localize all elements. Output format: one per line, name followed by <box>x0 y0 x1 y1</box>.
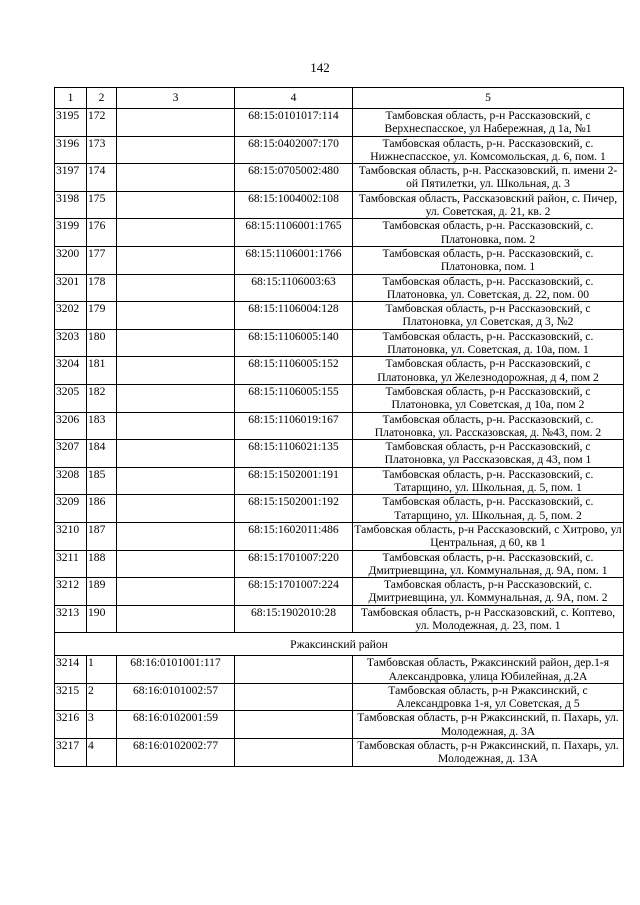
table-row <box>55 578 624 606</box>
cadastral-number-cell: 68:15:0101017:114 <box>235 109 353 137</box>
cadastral-number-cell: 68:15:1602011:486 <box>235 522 353 550</box>
district-index-cell: 182 <box>87 384 117 412</box>
cadastral-number-cell: 68:15:1004002:108 <box>235 191 353 219</box>
address-cell: Тамбовская область, р-н. Рассказовский, с. Платоновка, пом. 1 <box>353 246 624 274</box>
table-row <box>55 550 624 578</box>
column-3-cell: 68:16:0101001:117 <box>117 656 235 684</box>
address-cell: Тамбовская область, р-н. Рассказовский, с. Нижнеспасское, ул. Комсомольская, д. 6, пом. 1 <box>353 136 624 164</box>
district-index-cell: 178 <box>87 274 117 302</box>
address-cell: Тамбовская область, р-н. Рассказовский, с. Платоновка, ул. Советская, д. 10а, пом. 1 <box>353 329 624 357</box>
row-number-cell: 3213 <box>55 605 87 633</box>
table-row <box>55 605 624 633</box>
table-row <box>55 246 624 274</box>
table-row <box>55 522 624 550</box>
cadastral-number-cell: 68:15:1106005:140 <box>235 329 353 357</box>
header-cell: 5 <box>353 88 624 109</box>
cadastral-number-cell <box>235 711 353 739</box>
district-index-cell: 184 <box>87 440 117 468</box>
column-3-cell <box>117 329 235 357</box>
cadastral-number-cell <box>235 739 353 767</box>
column-3-cell <box>117 550 235 578</box>
table-row <box>55 302 624 330</box>
district-index-cell: 188 <box>87 550 117 578</box>
district-index-cell: 179 <box>87 302 117 330</box>
cadastral-number-cell: 68:15:1106005:155 <box>235 384 353 412</box>
row-number-cell: 3198 <box>55 191 87 219</box>
column-3-cell <box>117 164 235 192</box>
address-cell: Тамбовская область, р-н. Рассказовский, с. Татарщино, ул. Школьная, д. 5, пом. 1 <box>353 467 624 495</box>
cadastral-number-cell <box>235 683 353 711</box>
district-index-cell: 181 <box>87 357 117 385</box>
column-3-cell <box>117 384 235 412</box>
table-row <box>55 274 624 302</box>
row-number-cell: 3204 <box>55 357 87 385</box>
table-body-rasskazovsky <box>55 109 624 633</box>
district-index-cell: 172 <box>87 109 117 137</box>
row-number-cell: 3214 <box>55 656 87 684</box>
district-index-cell: 180 <box>87 329 117 357</box>
column-3-cell <box>117 605 235 633</box>
table-row <box>55 136 624 164</box>
cadastral-number-cell: 68:15:1502001:191 <box>235 467 353 495</box>
district-index-cell: 183 <box>87 412 117 440</box>
column-3-cell <box>117 109 235 137</box>
row-number-cell: 3209 <box>55 495 87 523</box>
row-number-cell: 3205 <box>55 384 87 412</box>
column-3-cell <box>117 495 235 523</box>
row-number-cell: 3210 <box>55 522 87 550</box>
district-index-cell: 173 <box>87 136 117 164</box>
table-row <box>55 109 624 137</box>
address-cell: Тамбовская область, р-н Рассказовский, с Платоновка, ул Железнодорожная, д 4, пом 2 <box>353 357 624 385</box>
page-number: 142 <box>310 60 330 75</box>
cadastral-number-cell: 68:15:1106001:1765 <box>235 219 353 247</box>
column-3-cell <box>117 578 235 606</box>
address-cell: Тамбовская область, р-н. Рассказовский, п. имени 2-ой Пятилетки, ул. Школьная, д. 3 <box>353 164 624 192</box>
address-cell: Тамбовская область, р-н. Рассказовский, с. Татарщино, ул. Школьная, д. 5, пом. 2 <box>353 495 624 523</box>
table-row <box>55 711 624 739</box>
table-row <box>55 191 624 219</box>
table-row <box>55 467 624 495</box>
address-cell: Тамбовская область, Рассказовский район, с. Пичер, ул. Советская, д. 21, кв. 2 <box>353 191 624 219</box>
row-number-cell: 3208 <box>55 467 87 495</box>
district-index-cell: 176 <box>87 219 117 247</box>
address-cell: Тамбовская область, р-н. Рассказовский, с. Платоновка, пом. 2 <box>353 219 624 247</box>
column-3-cell <box>117 274 235 302</box>
table-row <box>55 412 624 440</box>
address-cell: Тамбовская область, р-н. Рассказовский, с. Платоновка, ул. Советская, д. 22, пом. 00 <box>353 274 624 302</box>
cadastral-number-cell: 68:15:0402007:170 <box>235 136 353 164</box>
address-cell: Тамбовская область, р-н Рассказовский, с Платоновка, ул Советская, д 10а, пом 2 <box>353 384 624 412</box>
column-3-cell: 68:16:0102002:77 <box>117 739 235 767</box>
section-block <box>55 633 624 656</box>
cadastral-number-cell: 68:15:1701007:220 <box>235 550 353 578</box>
column-3-cell <box>117 246 235 274</box>
table-row <box>55 739 624 767</box>
row-number-cell: 3197 <box>55 164 87 192</box>
section-row <box>55 633 624 656</box>
district-index-cell: 2 <box>87 683 117 711</box>
address-cell: Тамбовская область, р-н. Рассказовский, с. Платоновка, ул. Рассказовская, д. №43, пом. 2 <box>353 412 624 440</box>
column-3-cell <box>117 522 235 550</box>
cadastral-number-cell <box>235 656 353 684</box>
cadastral-number-cell: 68:15:0705002:480 <box>235 164 353 192</box>
address-cell: Тамбовская область, Ржаксинский район, дер.1-я Александровка, улица Юбилейная, д.2А <box>353 656 624 684</box>
district-index-cell: 3 <box>87 711 117 739</box>
district-index-cell: 174 <box>87 164 117 192</box>
district-index-cell: 177 <box>87 246 117 274</box>
cadastral-number-cell: 68:15:1701007:224 <box>235 578 353 606</box>
column-3-cell <box>117 191 235 219</box>
table-row <box>55 219 624 247</box>
row-number-cell: 3202 <box>55 302 87 330</box>
address-cell: Тамбовская область, р-н Рассказовский, с. Дмитриевщина, ул. Коммунальная, д. 9А, пом. 2 <box>353 578 624 606</box>
row-number-cell: 3201 <box>55 274 87 302</box>
column-3-cell: 68:16:0101002:57 <box>117 683 235 711</box>
address-cell: Тамбовская область, р-н Ржаксинский, п. Пахарь, ул. Молодежная, д. 3А <box>353 711 624 739</box>
cadastral-number-cell: 68:15:1902010:28 <box>235 605 353 633</box>
address-cell: Тамбовская область, р-н Рассказовский, с Платоновка, ул Рассказовская, д 43, пом 1 <box>353 440 624 468</box>
row-number-cell: 3212 <box>55 578 87 606</box>
column-3-cell <box>117 412 235 440</box>
cadastral-number-cell: 68:15:1502001:192 <box>235 495 353 523</box>
table-row <box>55 656 624 684</box>
section-title: Ржаксинский район <box>55 633 624 656</box>
header-cell: 3 <box>117 88 235 109</box>
address-cell: Тамбовская область, р-н Рассказовский, с Платоновка, ул Советская, д 3, №2 <box>353 302 624 330</box>
column-3-cell <box>117 136 235 164</box>
table-row <box>55 495 624 523</box>
district-index-cell: 1 <box>87 656 117 684</box>
row-number-cell: 3215 <box>55 683 87 711</box>
header-cell: 4 <box>235 88 353 109</box>
row-number-cell: 3216 <box>55 711 87 739</box>
table-body-rzhaksinsky <box>55 656 624 766</box>
cadastral-number-cell: 68:15:1106003:63 <box>235 274 353 302</box>
row-number-cell: 3195 <box>55 109 87 137</box>
column-3-cell <box>117 219 235 247</box>
header-row <box>55 88 624 109</box>
cadastral-number-cell: 68:15:1106004:128 <box>235 302 353 330</box>
row-number-cell: 3203 <box>55 329 87 357</box>
row-number-cell: 3206 <box>55 412 87 440</box>
address-cell: Тамбовская область, р-н Рассказовский, с Хитрово, ул Центральная, д 60, кв 1 <box>354 522 622 550</box>
table-row <box>55 329 624 357</box>
address-cell: Тамбовская область, р-н Рассказовский, с Верхнеспасское, ул Набережная, д 1а, №1 <box>353 109 624 137</box>
cadastral-number-cell: 68:15:1106005:152 <box>235 357 353 385</box>
table-row <box>55 384 624 412</box>
column-3-cell <box>117 357 235 385</box>
cadastral-number-cell: 68:15:1106019:167 <box>235 412 353 440</box>
district-index-cell: 189 <box>87 578 117 606</box>
district-index-cell: 185 <box>87 467 117 495</box>
address-cell: Тамбовская область, р-н Рассказовский, с. Коптево, ул. Молодежная, д. 23, пом. 1 <box>353 605 624 633</box>
column-3-cell <box>117 302 235 330</box>
table-row <box>55 440 624 468</box>
district-index-cell: 187 <box>87 522 117 550</box>
header-cell: 1 <box>55 88 87 109</box>
row-number-cell: 3207 <box>55 440 87 468</box>
column-3-cell <box>117 467 235 495</box>
table-row <box>55 357 624 385</box>
table-row <box>55 164 624 192</box>
row-number-cell: 3217 <box>55 739 87 767</box>
registry-table <box>54 87 624 767</box>
header-cell: 2 <box>87 88 117 109</box>
district-index-cell: 186 <box>87 495 117 523</box>
column-3-cell: 68:16:0102001:59 <box>117 711 235 739</box>
row-number-cell: 3196 <box>55 136 87 164</box>
address-cell: Тамбовская область, р-н Ржаксинский, п. Пахарь, ул. Молодежная, д. 13А <box>353 739 624 767</box>
district-index-cell: 4 <box>87 739 117 767</box>
cadastral-number-cell: 68:15:1106001:1766 <box>235 246 353 274</box>
row-number-cell: 3199 <box>55 219 87 247</box>
row-number-cell: 3200 <box>55 246 87 274</box>
row-number-cell: 3211 <box>55 550 87 578</box>
district-index-cell: 175 <box>87 191 117 219</box>
table-row <box>55 683 624 711</box>
address-cell: Тамбовская область, р-н Ржаксинский, с Александровка 1-я, ул Советская, д 5 <box>353 683 624 711</box>
column-3-cell <box>117 440 235 468</box>
address-cell: Тамбовская область, р-н. Рассказовский, с. Дмитриевщина, ул. Коммунальная, д. 9А, пом. 1 <box>353 550 624 578</box>
cadastral-number-cell: 68:15:1106021:135 <box>235 440 353 468</box>
district-index-cell: 190 <box>87 605 117 633</box>
